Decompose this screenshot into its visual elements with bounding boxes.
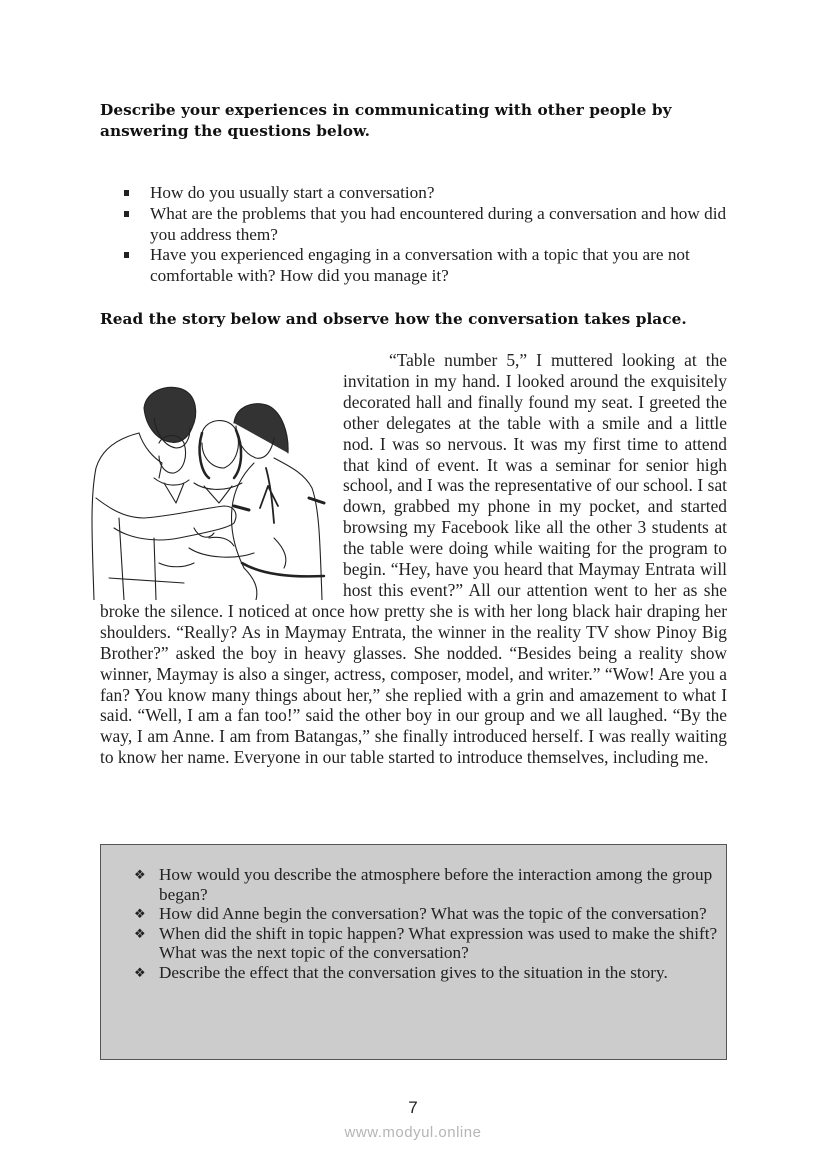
intro-question: How do you usually start a conversation?	[124, 183, 734, 204]
discussion-box	[100, 844, 727, 1060]
story-heading: Read the story below and observe how the conversation takes place.	[100, 310, 687, 328]
intro-question: Have you experienced engaging in a conversation with a topic that you are not comfortable with? How did you manage it?	[124, 245, 734, 287]
page-number: 7	[408, 1098, 418, 1117]
watermark: www.modyul.online	[344, 1124, 482, 1141]
discussion-question: ❖ Describe the effect that the conversation gives to the situation in the story.	[134, 962, 668, 982]
square-bullet-icon	[124, 252, 129, 258]
diamond-bullet-icon: ❖	[134, 907, 146, 923]
discussion-question: ❖ How did Anne begin the conversation? What was the topic of the conversation?	[134, 904, 707, 924]
square-bullet-icon	[124, 190, 129, 196]
square-bullet-icon	[124, 211, 129, 217]
students-illustration	[84, 378, 334, 600]
diamond-bullet-icon: ❖	[134, 965, 146, 981]
diamond-bullet-icon: ❖	[134, 868, 146, 883]
intro-heading: Describe your experiences in communicating with other people by answering the questions below.	[100, 101, 672, 140]
discussion-question: ❖ How would you describe the atmosphere before the interaction among the group began?	[134, 865, 713, 904]
story-paragraph: “Table number 5,” I muttered looking at the invitation in my hand. I looked around the exquisitely decorated hall and finally found my seat. I greeted the other delegates at the table with a smile and a little nod. I was so nervous. It was my first time to attend that kind of event. It was a seminar for senior high school, and I was the representative of our school. I sat down, grabbed my phone in my pocket, and started browsing my Facebook like all the other 3 students at the table were doing while waiting for the program to begin. “Hey, have you heard that Maymay Entrata will host this event?” All our attention went to her as she broke the silence. I noticed at once how pretty she is with her long black hair draping her shoulders. “Really? As in Maymay Entrata, the winner in the reality TV show Pinoy Big Brother?” asked the boy in heavy glasses. She nodded. “Besides being a reality show winner, Maymay is also a singer, actress, composer, model, and writer.” “Wow! Are you a fan? You know many things about her,” she replied with a grin and amazement to what I said. “Well, I am a fan too!” said the other boy in our group and we all laughed. “By the way, I am Anne. I am from Batangas,” she finally introduced herself. I was really waiting to know her name. Everyone in our table started to introduce themselves, including me.	[100, 350, 727, 768]
diamond-bullet-icon: ❖	[134, 926, 146, 942]
intro-question-list	[124, 183, 734, 287]
discussion-question: ❖ When did the shift in topic happen? What expression was used to make the shift? What was the next topic of the conversation?	[134, 923, 718, 963]
intro-question: What are the problems that you had encountered during a conversation and how did you address them?	[124, 204, 734, 246]
discussion-question-list	[134, 865, 719, 983]
